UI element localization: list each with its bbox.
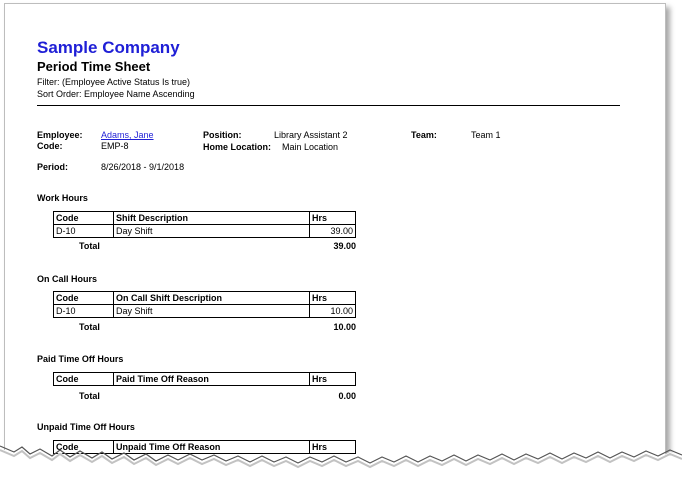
column-header: Hrs <box>310 373 356 386</box>
total-value: 0.00 <box>338 391 356 401</box>
table-header-row <box>54 292 356 305</box>
table-row <box>54 225 356 238</box>
column-header: Shift Description <box>114 212 310 225</box>
team-value: Team 1 <box>471 130 501 140</box>
team-label: Team: <box>411 130 437 140</box>
total-label: Total <box>79 391 100 401</box>
section-title-paid-time-off: Paid Time Off Hours <box>37 354 124 364</box>
table-cell: Day Shift <box>114 225 310 238</box>
company-name: Sample Company <box>37 38 180 57</box>
on-call-hours-table <box>53 291 356 318</box>
total-value: 10.00 <box>333 322 356 332</box>
section-title-on-call-hours: On Call Hours <box>37 274 98 284</box>
column-header: Code <box>54 373 114 386</box>
column-header: Hrs <box>310 441 356 454</box>
home-location-label: Home Location: <box>203 142 272 152</box>
employee-name-link[interactable]: Adams, Jane <box>101 130 154 140</box>
torn-edge-decoration <box>0 440 682 494</box>
column-header: Code <box>54 212 114 225</box>
column-header: Hrs <box>310 292 356 305</box>
table-cell: 10.00 <box>310 305 356 318</box>
header-divider <box>37 105 620 106</box>
filter-text: Filter: (Employee Active Status Is true) <box>37 77 191 87</box>
period-label: Period: <box>37 162 69 172</box>
section-title-work-hours: Work Hours <box>37 193 88 203</box>
report-title: Period Time Sheet <box>37 59 151 74</box>
report-page <box>4 3 666 483</box>
code-label: Code: <box>37 141 63 151</box>
table-cell: D-10 <box>54 225 114 238</box>
total-value: 39.00 <box>333 241 356 251</box>
table-cell: 39.00 <box>310 225 356 238</box>
code-value: EMP-8 <box>101 141 129 151</box>
total-label: Total <box>79 322 100 332</box>
column-header: On Call Shift Description <box>114 292 310 305</box>
column-header: Paid Time Off Reason <box>114 373 310 386</box>
column-header: Unpaid Time Off Reason <box>114 441 310 454</box>
column-header: Hrs <box>310 212 356 225</box>
position-value: Library Assistant 2 <box>274 130 348 140</box>
table-cell: D-10 <box>54 305 114 318</box>
position-label: Position: <box>203 130 242 140</box>
sort-order-text: Sort Order: Employee Name Ascending <box>37 89 195 99</box>
table-row <box>54 305 356 318</box>
home-location-value: Main Location <box>282 142 339 152</box>
table-header-row <box>54 212 356 225</box>
period-value: 8/26/2018 - 9/1/2018 <box>101 162 185 172</box>
employee-label: Employee: <box>37 130 83 140</box>
table-header-row <box>54 373 356 386</box>
column-header: Code <box>54 441 114 454</box>
section-title-unpaid-time-off: Unpaid Time Off Hours <box>37 422 135 432</box>
table-cell: Day Shift <box>114 305 310 318</box>
column-header: Code <box>54 292 114 305</box>
work-hours-table <box>53 211 356 238</box>
total-label: Total <box>79 241 100 251</box>
paid-time-off-table <box>53 372 356 386</box>
